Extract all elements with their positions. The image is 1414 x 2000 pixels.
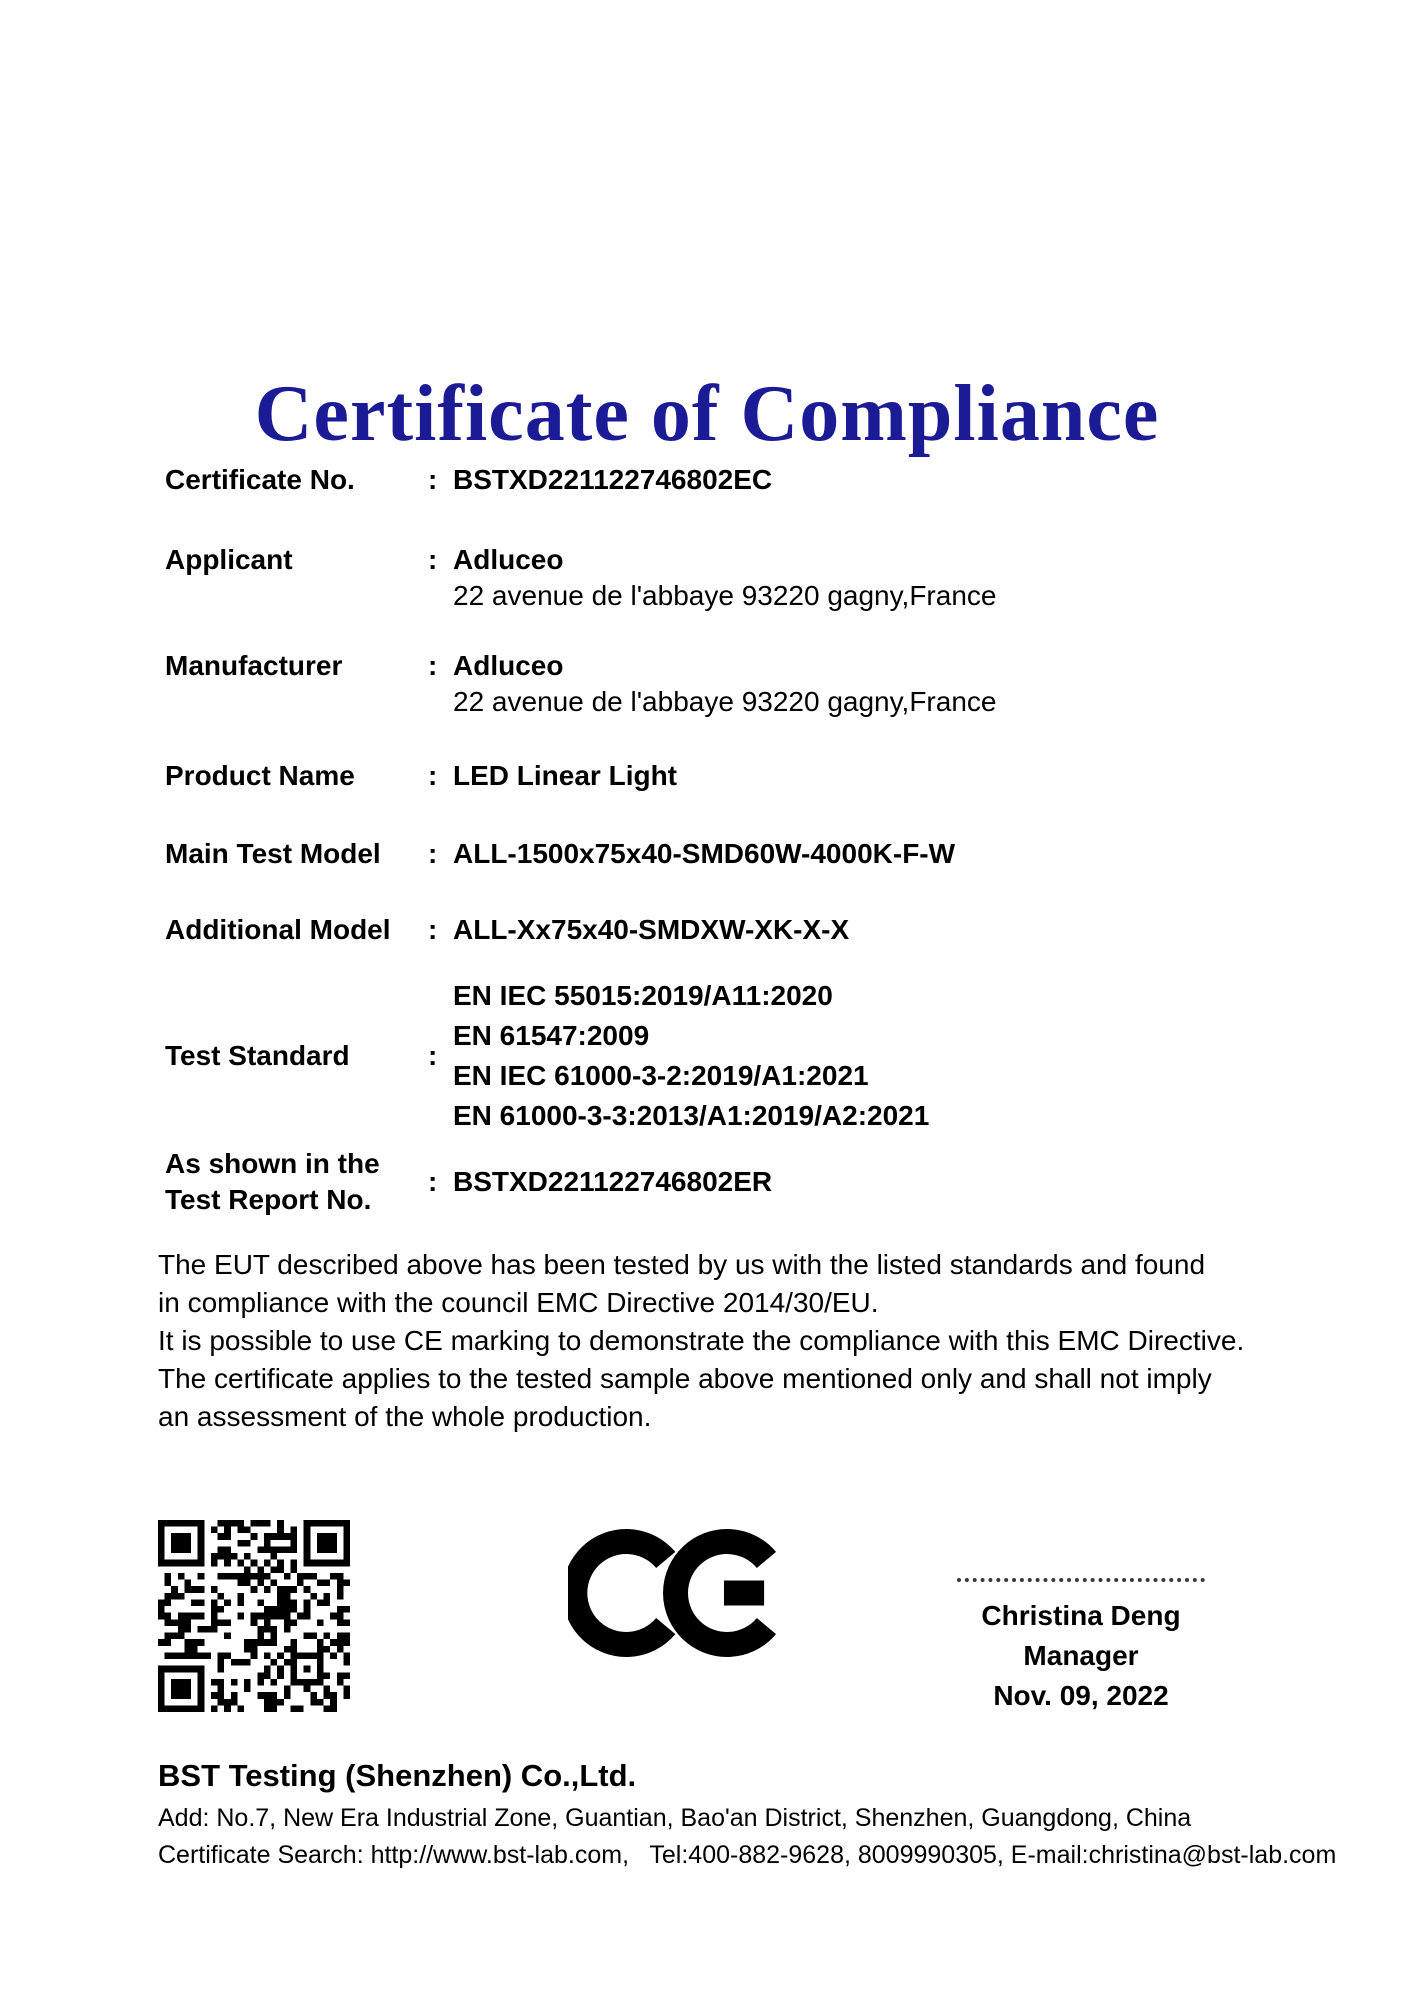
manufacturer-name: Adluceo bbox=[453, 650, 564, 681]
qr-code bbox=[158, 1520, 350, 1712]
field-row-certificate-no bbox=[165, 462, 772, 498]
field-value bbox=[453, 976, 929, 1136]
field-row-additional-model bbox=[165, 912, 849, 948]
page-title: Certificate of Compliance bbox=[254, 369, 1160, 458]
field-colon: : bbox=[428, 464, 438, 495]
field-row-test-report-no bbox=[165, 1146, 772, 1218]
field-label: Additional Model bbox=[165, 914, 391, 945]
test-standard-line: EN IEC 61000-3-2:2019/A1:2021 bbox=[453, 1060, 869, 1091]
field-value bbox=[453, 542, 996, 614]
field-label: Test Standard bbox=[165, 1040, 350, 1071]
ce-marking-icon bbox=[568, 1516, 780, 1675]
statement-line: an assessment of the whole production. bbox=[158, 1401, 652, 1432]
test-standard-line: EN 61547:2009 bbox=[453, 1020, 650, 1051]
field-value: ALL-1500x75x40-SMD60W-4000K-F-W bbox=[453, 838, 956, 869]
field-colon: : bbox=[428, 914, 438, 945]
manufacturer-address: 22 avenue de l'abbaye 93220 gagny,France bbox=[453, 686, 997, 717]
statement-line: The EUT described above has been tested by us with the listed standards and found bbox=[158, 1249, 1206, 1280]
field-colon: : bbox=[428, 760, 438, 791]
field-colon: : bbox=[428, 838, 438, 869]
field-value: BSTXD221122746802EC bbox=[453, 464, 773, 495]
ce-marking-graphic bbox=[568, 1516, 780, 1670]
signature-block bbox=[950, 1578, 1212, 1716]
test-standard-line: EN IEC 55015:2019/A11:2020 bbox=[453, 980, 833, 1011]
field-label-line2: Test Report No. bbox=[165, 1184, 372, 1215]
field-label: Product Name bbox=[165, 760, 355, 791]
issuer-address: Add: No.7, New Era Industrial Zone, Guantian, Bao'an District, Shenzhen, Guangdong, China bbox=[158, 1804, 1192, 1832]
field-value: ALL-Xx75x40-SMDXW-XK-X-X bbox=[453, 914, 850, 945]
field-value bbox=[453, 648, 996, 720]
field-label bbox=[165, 1146, 428, 1218]
signature-date: Nov. 09, 2022 bbox=[993, 1680, 1169, 1711]
signatory-name: Christina Deng bbox=[981, 1600, 1181, 1631]
field-label: Main Test Model bbox=[165, 838, 381, 869]
qr-code-graphic bbox=[158, 1520, 350, 1712]
applicant-address: 22 avenue de l'abbaye 93220 gagny,France bbox=[453, 580, 997, 611]
field-row-applicant bbox=[165, 542, 996, 614]
field-label: Applicant bbox=[165, 544, 293, 575]
field-label: Certificate No. bbox=[165, 464, 355, 495]
field-colon: : bbox=[428, 544, 438, 575]
statement-line: It is possible to use CE marking to demonstrate the compliance with this EMC Directive. bbox=[158, 1325, 1245, 1356]
field-colon: : bbox=[428, 650, 438, 681]
field-label-line1: As shown in the bbox=[165, 1148, 380, 1179]
issuer-contact-line: Certificate Search: http://www.bst-lab.com, Tel:400-882-9628, 8009990305, E-mail:christina@bst-lab.com bbox=[158, 1841, 1337, 1869]
statement-line: in compliance with the council EMC Directive 2014/30/EU. bbox=[158, 1287, 879, 1318]
field-value: LED Linear Light bbox=[453, 760, 677, 791]
field-row-manufacturer bbox=[165, 648, 996, 720]
field-colon: : bbox=[428, 1040, 438, 1071]
field-row-test-standard bbox=[165, 976, 929, 1136]
field-row-product-name bbox=[165, 758, 677, 794]
field-row-main-test-model bbox=[165, 836, 955, 872]
signature-dotted-line bbox=[957, 1578, 1205, 1582]
statement-line: The certificate applies to the tested sample above mentioned only and shall not imply bbox=[158, 1363, 1212, 1394]
field-colon: : bbox=[428, 1166, 438, 1197]
applicant-name: Adluceo bbox=[453, 544, 564, 575]
issuer-company-name: BST Testing (Shenzhen) Co.,Ltd. bbox=[158, 1758, 637, 1793]
compliance-statement bbox=[158, 1246, 1244, 1436]
field-label: Manufacturer bbox=[165, 650, 343, 681]
test-standard-line: EN 61000-3-3:2013/A1:2019/A2:2021 bbox=[453, 1100, 930, 1131]
field-value: BSTXD221122746802ER bbox=[453, 1166, 773, 1197]
signatory-title: Manager bbox=[1023, 1640, 1139, 1671]
